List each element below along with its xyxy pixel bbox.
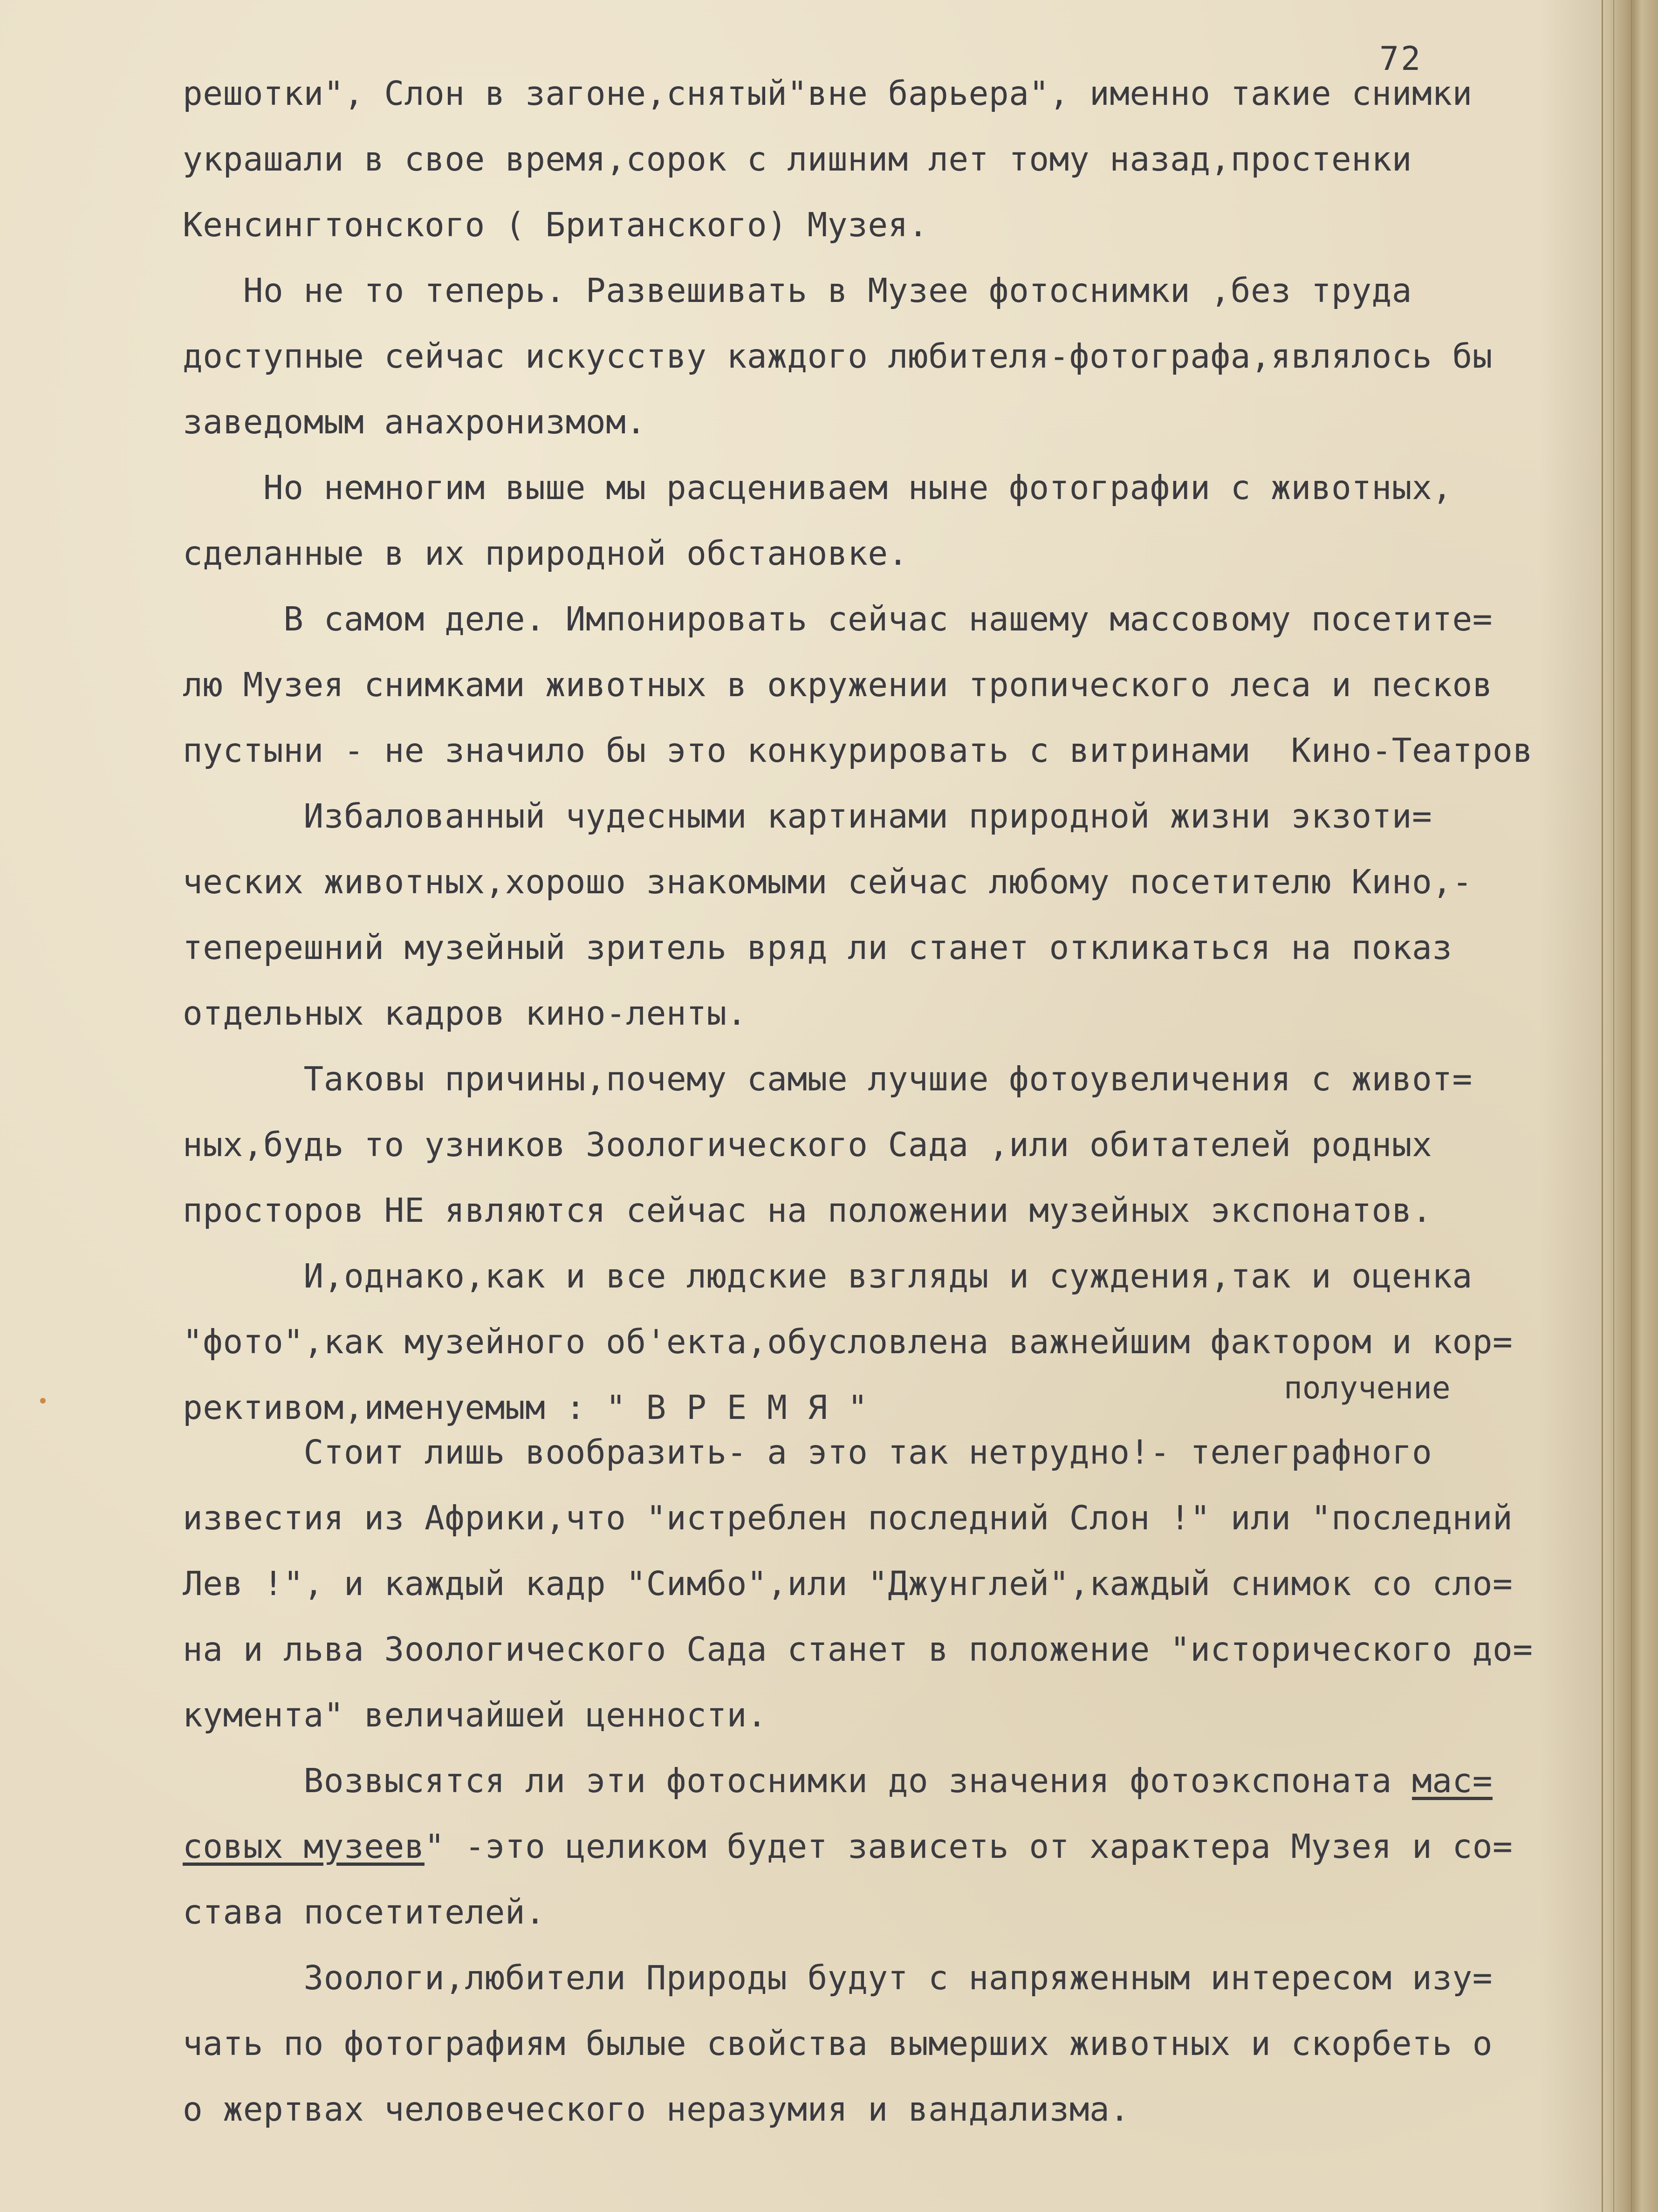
- text-line-29: става посетителей.: [183, 1893, 546, 1931]
- text-line-16: Таковы причины,почему самые лучшие фотоувеличения с живот=: [183, 1060, 1473, 1098]
- text-line-32: о жертвах человеческого неразумия и вандализма.: [183, 2090, 1130, 2129]
- underlined-sovykh-muzeev: совых музеев: [183, 1827, 425, 1866]
- book-binding-edge: [1602, 0, 1658, 2212]
- underlined-mas: мас=: [1411, 1761, 1493, 1800]
- text-line-11: пустыни - не значило бы это конкурировать с витринами Кино-Театров: [183, 731, 1533, 770]
- text-line-26: кумента" величайшей ценности.: [183, 1696, 767, 1734]
- text-line-1: решотки", Слон в загоне,снятый"вне барьера", именно такие снимки: [183, 74, 1473, 113]
- text-line-9: В самом деле. Импонировать сейчас нашему массовому посетите=: [183, 600, 1493, 638]
- text-line-2: украшали в свое время,сорок с лишним лет тому назад,простенки: [183, 140, 1412, 178]
- handwritten-insertion: получение: [1284, 1370, 1451, 1406]
- paper-stain: [40, 1398, 46, 1404]
- text-line-10: лю Музея снимками животных в окружении тропического леса и песков: [183, 665, 1493, 704]
- text-line-31: чать по фотографиям былые свойства вымерших животных и скорбеть о: [183, 2024, 1493, 2063]
- text-line-17: ных,будь то узников Зоологического Сада ,или обитателей родных: [183, 1125, 1432, 1164]
- text-line-21: рективом,именуемым : " В Р Е М Я ": [183, 1388, 868, 1427]
- text-line-24: Лев !", и каждый кадр "Симбо",или "Джунглей",каждый снимок со сло=: [183, 1564, 1513, 1603]
- text-line-5: доступные сейчас искусству каждого любителя-фотографа,являлось бы: [183, 337, 1493, 376]
- page-number: 72: [1379, 40, 1423, 78]
- text-line-28: [183, 1827, 1513, 1866]
- text-line-15: отдельных кадров кино-ленты.: [183, 994, 747, 1033]
- text-line-13: ческих животных,хорошо знакомыми сейчас любому посетителю Кино,-: [183, 863, 1473, 901]
- text-line-28-main: " -это целиком будет зависеть от характера Музея и со=: [424, 1827, 1513, 1866]
- text-line-18: просторов НЕ являются сейчас на положении музейных экспонатов.: [183, 1191, 1432, 1230]
- text-line-8: сделанные в их природной обстановке.: [183, 534, 908, 573]
- text-line-27: [183, 1761, 1493, 1800]
- text-line-23: известия из Африки,что "истреблен последний Слон !" или "последний: [183, 1499, 1513, 1537]
- text-line-22: Стоит лишь вообразить- а это так нетрудно!- телеграфного: [183, 1433, 1432, 1472]
- text-line-6: заведомым анахронизмом.: [183, 403, 646, 441]
- text-line-4: Но не то теперь. Развешивать в Музее фотоснимки ,без труда: [183, 271, 1412, 310]
- text-line-12: Избалованный чудесными картинами природной жизни экзоти=: [183, 797, 1432, 835]
- text-line-30: Зоологи,любители Природы будут с напряженным интересом изу=: [183, 1959, 1493, 1997]
- text-line-25: на и льва Зоологического Сада станет в положение "исторического до=: [183, 1630, 1533, 1669]
- text-line-27-main: Возвысятся ли эти фотоснимки до значения фотоэкспоната: [183, 1761, 1412, 1800]
- text-line-14: теперешний музейный зритель вряд ли станет откликаться на показ: [183, 928, 1452, 967]
- text-line-19: И,однако,как и все людские взгляды и суждения,так и оценка: [183, 1257, 1473, 1295]
- text-line-7: Но немногим выше мы расцениваем ныне фотографии с животных,: [183, 468, 1452, 507]
- text-line-3: Кенсингтонского ( Британского) Музея.: [183, 205, 929, 244]
- text-line-20: "фото",как музейного об'екта,обусловлена важнейшим фактором и кор=: [183, 1322, 1513, 1361]
